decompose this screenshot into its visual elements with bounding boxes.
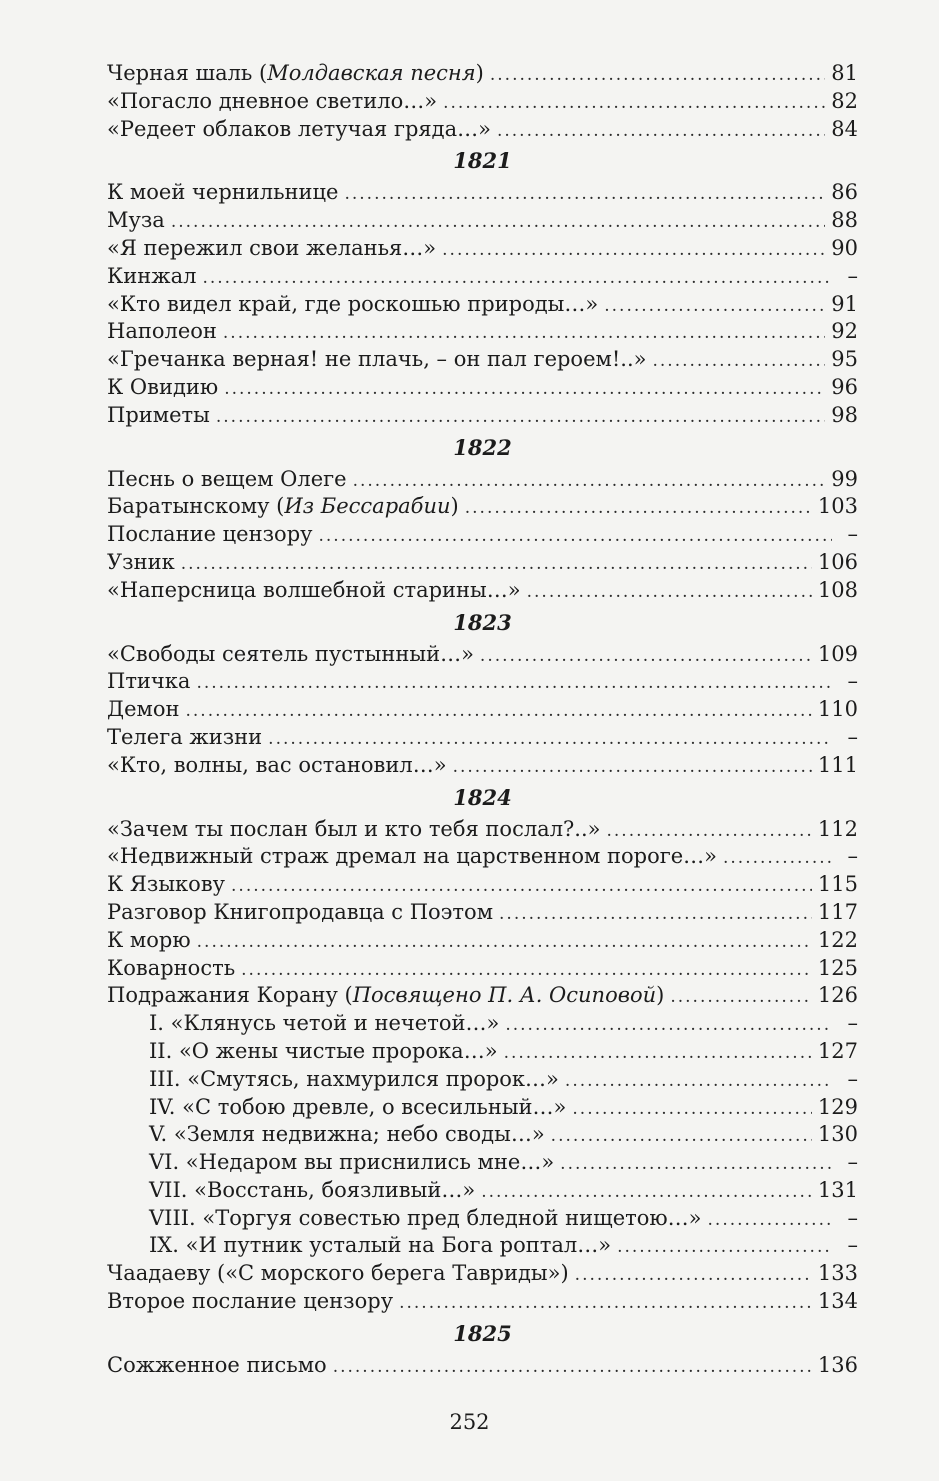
dot-leader — [617, 1234, 832, 1262]
toc-entry — [107, 374, 858, 402]
entry-page-number: 115 — [817, 872, 858, 897]
entry-page-number: 134 — [817, 1289, 858, 1314]
entry-title: II. «О жены чистые пророка…» — [149, 1038, 498, 1063]
entry-page-number: 133 — [817, 1261, 858, 1286]
entry-page-number: 136 — [817, 1352, 858, 1377]
dot-leader — [560, 1151, 832, 1179]
dot-leader — [197, 929, 812, 957]
entry-page-number: 88 — [831, 208, 858, 233]
dot-leader — [490, 62, 825, 90]
year-heading: 1821 — [453, 148, 512, 174]
toc-entry — [107, 982, 858, 1010]
entry-page-number: 126 — [817, 983, 858, 1008]
entry-page-number: 99 — [831, 466, 858, 491]
dot-leader — [333, 1354, 812, 1382]
entry-page-number: 84 — [831, 116, 858, 141]
entry-page-number: 81 — [831, 61, 858, 85]
entry-page-number: – — [847, 1205, 858, 1230]
dot-leader — [604, 293, 825, 321]
entry-title: «Наперсница волшебной старины…» — [107, 577, 521, 602]
entry-page-number: – — [847, 1233, 858, 1258]
toc-entry — [107, 291, 858, 319]
entry-page-number: – — [847, 522, 858, 547]
entry-title: К Языкову — [107, 872, 226, 897]
page-number: 252 — [449, 1410, 490, 1434]
year-heading: 1824 — [453, 784, 512, 810]
dot-leader — [185, 698, 811, 726]
entry-page-number: 98 — [831, 402, 858, 427]
entry-title: IX. «И путник усталый на Бога роптал…» — [149, 1233, 612, 1258]
dot-leader — [344, 181, 825, 209]
dot-leader — [353, 468, 826, 496]
entry-title-italic: Из Бессарабии — [284, 494, 451, 519]
toc-subentry — [107, 1010, 858, 1038]
year-heading: 1822 — [453, 434, 512, 460]
dot-leader — [465, 495, 812, 523]
entry-page-number: 96 — [831, 374, 858, 399]
toc-entry — [107, 116, 858, 144]
entry-title: К морю — [107, 927, 191, 952]
dot-leader — [565, 1068, 832, 1096]
dot-leader — [708, 1207, 832, 1235]
toc-entry — [107, 843, 858, 871]
entry-title: Баратынскому (Из Бессарабии) — [107, 494, 459, 519]
toc-entry — [107, 207, 858, 235]
year-heading: 1823 — [453, 609, 512, 635]
toc-entry — [107, 724, 858, 752]
toc-entry — [107, 263, 858, 291]
entry-title: Черная шаль (Молдавская песня) — [107, 61, 484, 85]
entry-title: Муза — [107, 208, 165, 233]
entry-page-number: 103 — [817, 494, 858, 519]
toc-subentry — [107, 1205, 858, 1233]
entry-title: Птичка — [107, 669, 191, 694]
toc-entry — [107, 549, 858, 577]
entry-title: IV. «С тобою древле, о всесильный…» — [149, 1094, 567, 1119]
entry-page-number: 112 — [817, 816, 858, 841]
entry-title: Кинжал — [107, 263, 197, 288]
toc-entry — [107, 1352, 858, 1380]
dot-leader — [202, 265, 832, 293]
entry-page-number: 82 — [831, 88, 858, 113]
dot-leader — [231, 873, 812, 901]
entry-title: Песнь о вещем Олеге — [107, 466, 347, 491]
entry-title: «Зачем ты послан был и кто тебя послал?..» — [107, 816, 601, 841]
entry-title-italic: Молдавская песня — [267, 61, 476, 85]
toc-subentry — [107, 1038, 858, 1066]
toc-entry — [107, 752, 858, 780]
toc-subentry — [107, 1121, 858, 1149]
dot-leader — [572, 1096, 812, 1124]
dot-leader — [670, 984, 812, 1012]
entry-title: Послание цензору — [107, 522, 313, 547]
entry-title: III. «Смутясь, нахмурился пророк…» — [149, 1066, 559, 1091]
toc-entry — [107, 402, 858, 430]
dot-leader — [443, 90, 825, 118]
dot-leader — [499, 901, 812, 929]
toc-entry — [107, 521, 858, 549]
entry-page-number: 109 — [817, 641, 858, 666]
toc-entry — [107, 235, 858, 263]
entry-page-number: – — [847, 844, 858, 869]
entry-page-number: 92 — [831, 319, 858, 344]
dot-leader — [196, 670, 832, 698]
toc-entry — [107, 577, 858, 605]
toc-entry — [107, 493, 858, 521]
toc-subentry — [107, 1066, 858, 1094]
entry-title: Коварность — [107, 955, 236, 980]
toc-entry — [107, 466, 858, 494]
toc-entry — [107, 899, 858, 927]
dot-leader — [723, 845, 832, 873]
toc-entry — [107, 179, 858, 207]
entry-title: Телега жизни — [107, 724, 263, 749]
entry-page-number: 111 — [817, 752, 858, 777]
entry-title: «Я пережил свои желанья…» — [107, 235, 437, 260]
entry-title: Чаадаеву («С морского берега Тавриды») — [107, 1261, 569, 1286]
toc-subentry — [107, 1149, 858, 1177]
toc-entry — [107, 641, 858, 669]
dot-leader — [171, 209, 825, 237]
entry-page-number: – — [847, 263, 858, 288]
dot-leader — [504, 1040, 812, 1068]
entry-title: «Свободы сеятель пустынный…» — [107, 641, 474, 666]
toc-entry — [107, 696, 858, 724]
entry-title: Демон — [107, 697, 180, 722]
toc-entry — [107, 816, 858, 844]
dot-leader — [607, 818, 812, 846]
dot-leader — [319, 523, 833, 551]
entry-title: «Кто видел край, где роскошью природы…» — [107, 291, 599, 316]
entry-title: Второе послание цензору — [107, 1289, 394, 1314]
dot-leader — [241, 957, 812, 985]
dot-leader — [527, 579, 812, 607]
entry-title: «Погасло дневное светило…» — [107, 88, 438, 113]
dot-leader — [505, 1012, 832, 1040]
entry-title: V. «Земля недвижна; небо своды…» — [149, 1122, 545, 1147]
entry-title: «Гречанка верная! не плачь, – он пал героем!..» — [107, 347, 647, 372]
dot-leader — [652, 348, 825, 376]
dot-leader — [216, 404, 825, 432]
entry-title: Приметы — [107, 402, 210, 427]
entry-title: VIII. «Торгуя совестью пред бледной нищетою…» — [149, 1205, 702, 1230]
toc-entry — [107, 60, 858, 88]
entry-title: Наполеон — [107, 319, 217, 344]
entry-page-number: 122 — [817, 927, 858, 952]
dot-leader — [224, 376, 825, 404]
dot-leader — [480, 643, 812, 671]
toc-entry — [107, 318, 858, 346]
toc-entry — [107, 668, 858, 696]
entry-title: «Кто, волны, вас остановил…» — [107, 752, 447, 777]
toc-entry — [107, 927, 858, 955]
table-of-contents — [107, 60, 858, 1380]
entry-page-number: – — [847, 1011, 858, 1036]
toc-entry — [107, 346, 858, 374]
dot-leader — [551, 1123, 812, 1151]
entry-page-number: 95 — [831, 347, 858, 372]
entry-page-number: 130 — [817, 1122, 858, 1147]
entry-page-number: 110 — [817, 697, 858, 722]
entry-page-number: 108 — [817, 577, 858, 602]
entry-title: Узник — [107, 549, 175, 574]
entry-title: VII. «Восстань, боязливый…» — [149, 1177, 476, 1202]
dot-leader — [442, 237, 825, 265]
entry-title: Сожженное письмо — [107, 1352, 327, 1377]
entry-page-number: 129 — [817, 1094, 858, 1119]
entry-page-number: – — [847, 1066, 858, 1091]
entry-title: Подражания Корану (Посвящено П. А. Осиповой) — [107, 983, 665, 1008]
entry-title: К Овидию — [107, 374, 219, 399]
entry-page-number: – — [847, 724, 858, 749]
toc-entry — [107, 871, 858, 899]
entry-page-number: 127 — [817, 1038, 858, 1063]
dot-leader — [497, 118, 825, 146]
dot-leader — [223, 320, 825, 348]
entry-page-number: 131 — [817, 1177, 858, 1202]
entry-page-number: 86 — [831, 180, 858, 205]
entry-page-number: 106 — [817, 549, 858, 574]
entry-title: Разговор Книгопродавца с Поэтом — [107, 899, 494, 924]
entry-page-number: 91 — [831, 291, 858, 316]
entry-title: К моей чернильнице — [107, 180, 339, 205]
toc-entry — [107, 1260, 858, 1288]
dot-leader — [399, 1290, 812, 1318]
toc-entry — [107, 88, 858, 116]
entry-title-italic: Посвящено П. А. Осиповой — [352, 983, 657, 1008]
dot-leader — [268, 726, 832, 754]
entry-title: VI. «Недаром вы приснились мне…» — [149, 1150, 555, 1175]
dot-leader — [181, 551, 812, 579]
entry-title: «Редеет облаков летучая гряда…» — [107, 116, 491, 141]
year-heading: 1825 — [453, 1320, 512, 1346]
entry-page-number: 125 — [817, 955, 858, 980]
toc-subentry — [107, 1177, 858, 1205]
entry-title: I. «Клянусь четой и нечетой…» — [149, 1011, 500, 1036]
dot-leader — [481, 1179, 812, 1207]
entry-page-number: – — [847, 669, 858, 694]
entry-page-number: 117 — [817, 899, 858, 924]
entry-title: «Недвижный страж дремал на царственном пороге…» — [107, 844, 717, 869]
toc-subentry — [107, 1094, 858, 1122]
entry-page-number: – — [847, 1150, 858, 1175]
toc-subentry — [107, 1232, 858, 1260]
dot-leader — [453, 754, 812, 782]
toc-entry — [107, 1288, 858, 1316]
entry-page-number: 90 — [831, 235, 858, 260]
dot-leader — [575, 1262, 812, 1290]
toc-entry — [107, 955, 858, 983]
